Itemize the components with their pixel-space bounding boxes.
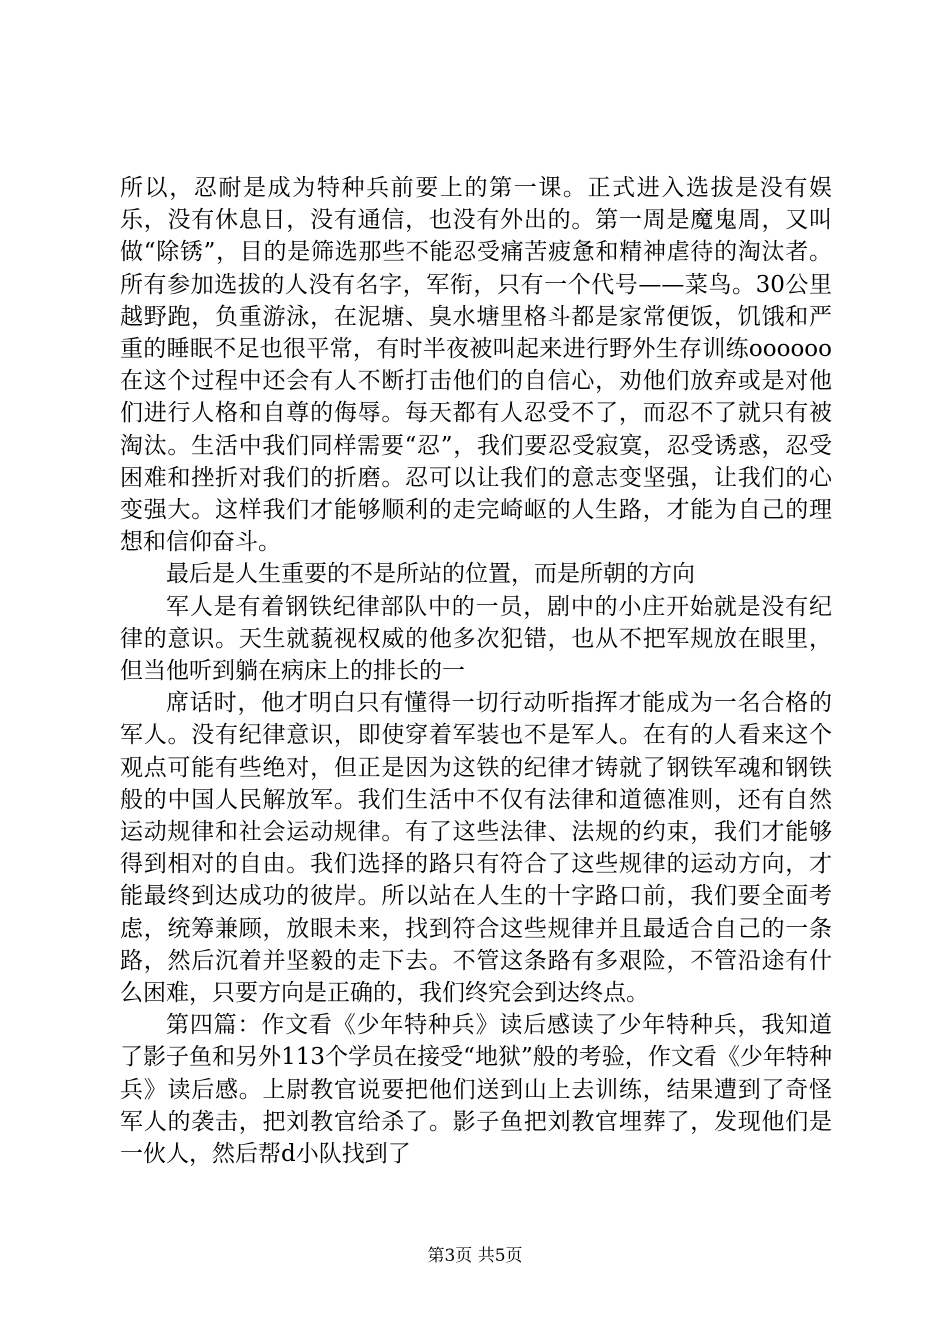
document-body bbox=[120, 172, 832, 1170]
paragraph-3: 军人是有着钢铁纪律部队中的一员，剧中的小庄开始就是没有纪律的意识。天生就藐视权威的他多次犯错，也从不把军规放在眼里，但当他听到躺在病床上的排长的一 bbox=[120, 593, 832, 685]
paragraph-2: 最后是人生重要的不是所站的位置，而是所朝的方向 bbox=[166, 561, 695, 588]
paragraph-4: 席话时，他才明白只有懂得一切行动听指挥才能成为一名合格的军人。没有纪律意识，即使穿着军装也不是军人。在有的人看来这个观点可能有些绝对，但正是因为这铁的纪律才铸就了钢铁军魂和钢铁般的中国人民解放军。我们生活中不仅有法律和道德准则，还有自然运动规律和社会运动规律。有了这些法律、法规的约束，我们才能够得到相对的自由。我们选择的路只有符合了这些规律的运动方向，才能最终到达成功的彼岸。所以站在人生的十字路口前，我们要全面考虑，统筹兼顾，放眼未来，找到符合这些规律并且最适合自己的一条路，然后沉着并坚毅的走下去。不管这条路有多艰险，不管沿途有什么困难，只要方向是正确的，我们终究会到达终点。 bbox=[120, 690, 832, 1007]
paragraph-5: 第四篇：作文看《少年特种兵》读后感读了少年特种兵，我知道了影子鱼和另外113个学员在接受“地狱”般的考验，作文看《少年特种兵》读后感。上尉教官说要把他们送到山上去训练，结果遭到了奇怪军人的袭击，把刘教官给杀了。影子鱼把刘教官埋葬了，发现他们是一伙人，然后帮d小队找到了 bbox=[120, 1012, 832, 1168]
page-footer: 第3页 共5页 bbox=[427, 1246, 523, 1266]
paragraph-1: 所以，忍耐是成为特种兵前要上的第一课。正式进入选拔是没有娱乐，没有休息日，没有通信，也没有外出的。第一周是魔鬼周，又叫做“除锈”，目的是筛选那些不能忍受痛苦疲惫和精神虐待的淘汰者。所有参加选拔的人没有名字，军衔，只有一个代号——菜鸟。30公里越野跑，负重游泳，在泥塘、臭水塘里格斗都是家常便饭，饥饿和严重的睡眠不足也很平常，有时半夜被叫起来进行野外生存训练oooooo在这个过程中还会有人不断打击他们的自信心，劝他们放弃或是对他们进行人格和自尊的侮辱。每天都有人忍受不了，而忍不了就只有被淘汰。生活中我们同样需要“忍”，我们要忍受寂寞，忍受诱惑，忍受困难和挫折对我们的折磨。忍可以让我们的意志变坚强，让我们的心变强大。这样我们才能够顺利的走完崎岖的人生路，才能为自己的理想和信仰奋斗。 bbox=[120, 175, 832, 556]
